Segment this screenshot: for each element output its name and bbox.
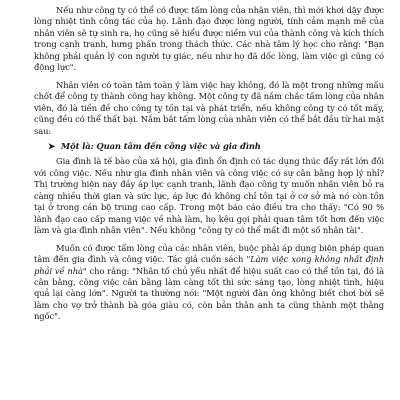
paragraph-4-text-a: Muốn có được tấm lòng của các nhân viên, buộc phải áp dụng biện pháp quan tâm đến gia đình và công việc. Tác giả cuốn sách (34, 242, 384, 265)
document-page (34, 5, 384, 325)
section-heading-text: Một là: Quan tâm đến công việc và gia đình (60, 140, 261, 151)
paragraph-2: Nhân viên có toàn tâm toàn ý làm việc hay không, đó là một trong những mấu chốt để công ty thành công hay không. Một công ty đã nắm chắc tấm lòng của nhân viên, đó là tiền đề cho công ty tồn tại và phát triển, nếu không công ty có tốt mấy, cũng đều có thể thất bại. Nắm bắt tấm lòng của nhân viên có thể bắt đầu từ hai mặt sau: (34, 79, 385, 136)
section-heading (34, 141, 384, 152)
paragraph-1 (34, 5, 384, 74)
paragraph-1-text: Nếu như công ty có thể có được tấm lòng của nhân viên, thì mới khơi dậy được lòng nhiệt tình công tác của họ. Lãnh đạo được lòng người, tính cảm mạnh mẽ của nhân viên sẽ tự sinh ra, họ cũng sẽ hiểu được niềm vui của thành công và kích thích trong cạnh tranh, hưng phấn trong thách thức. Các nhà tâm lý học cho rằng: (34, 5, 384, 50)
paragraph-1-quote: "Bạn không phải quản lý con người tự giác, nếu như họ đã dốc lòng, làm việc gì cũng có động lực". (34, 39, 384, 73)
book-title: "Làm việc xong không nhất định phải về nhà" (34, 254, 384, 276)
arrow-bullet-icon: ➤ (48, 140, 55, 151)
paragraph-3: Gia đình là tế bào của xã hội, gia đình ổn định có tác dụng thúc đẩy rất lớn đối với công việc. Nếu như gia đình nhân viên và công việc có sự cân bằng hợp lý nhỉ? Thị trường hiện nay đầy áp lực cạnh tranh, lãnh đạo công ty muốn nhân viên bỏ ra càng nhiều thời gian và sức lực, áp lực đó không chỉ tồn tại ở cơ sở mà nó còn tồn tại ở trong cán bộ trung cao cấp. Trong một báo cáo điều tra cho thấy: "Có 90 % lãnh đạo cao cấp mang việc về nhà làm, họ kêu gọi phải quan tâm tốt hơn đến việc làm và gia đình nhân viên". Nếu không "công ty có thể mất đi một số nhân tài". (34, 156, 384, 236)
paragraph-4 (34, 243, 384, 323)
paragraph-4-text-b: cho rằng: "Nhân tố chủ yếu nhất để hiệu suất cao có thể tồn tại, đó là cân bằng, công việc cân bằng làm càng tốt thì sức sáng tạo, lòng nhiệt tình, hiệu quả lại càng lớn". Người ta thường nói: "Một người đàn ông không biết chơi bời sẽ làm cho vợ trở thành bà góa giàu có, còn bản thân anh ta cũng thành một thằng ngốc". (34, 265, 384, 322)
